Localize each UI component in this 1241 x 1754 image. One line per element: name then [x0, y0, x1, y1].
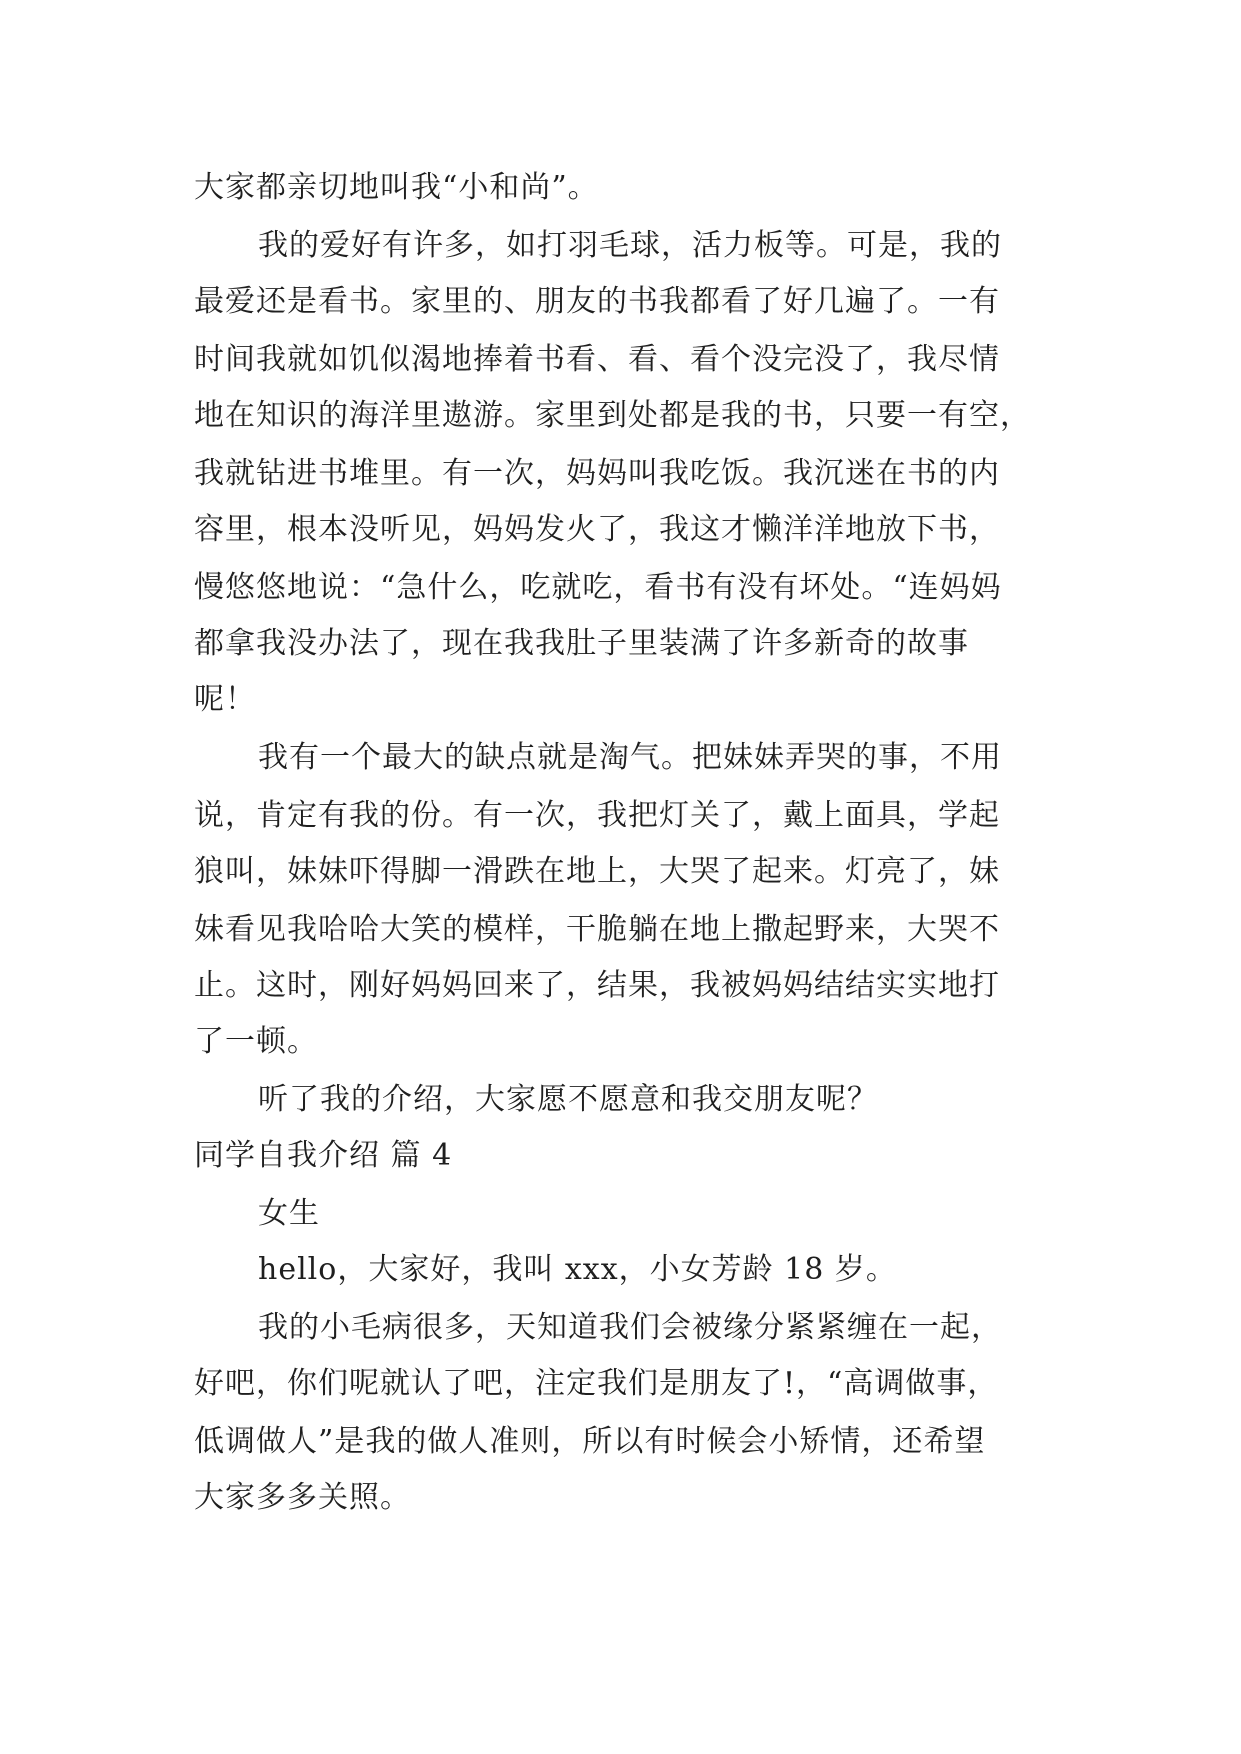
paragraph-start: 我有一个最大的缺点就是淘气。把妹妹弄哭的事，不用	[258, 740, 1002, 775]
paragraph-start: 听了我的介绍，大家愿不愿意和我交朋友呢？	[258, 1082, 878, 1117]
text-line: 止。这时，刚好妈妈回来了，结果，我被妈妈结结实实地打	[194, 968, 1000, 1003]
text-line: 低调做人”是我的做人准则，所以有时候会小矫情，还希望	[194, 1424, 986, 1459]
paragraph-start: 女生	[258, 1196, 320, 1231]
section-heading: 同学自我介绍 篇 4	[194, 1138, 453, 1173]
text-line: 容里，根本没听见，妈妈发火了，我这才懒洋洋地放下书，	[194, 512, 1000, 547]
text-line: 好吧，你们呢就认了吧，注定我们是朋友了!，“高调做事，	[194, 1366, 999, 1401]
text-line: 说，肯定有我的份。有一次，我把灯关了，戴上面具，学起	[194, 798, 1000, 833]
text-line: 狼叫，妹妹吓得脚一滑跌在地上，大哭了起来。灯亮了，妹	[194, 854, 1000, 889]
text-line: 地在知识的海洋里遨游。家里到处都是我的书，只要一有空，	[194, 398, 1031, 433]
text-line: 妹看见我哈哈大笑的模样，干脆躺在地上撒起野来，大哭不	[194, 912, 1000, 947]
text-line: 最爱还是看书。家里的、朋友的书我都看了好几遍了。一有	[194, 284, 1000, 319]
text-line: 大家都亲切地叫我“小和尚”。	[194, 170, 599, 205]
text-line: 了一顿。	[194, 1024, 318, 1059]
text-line: 呢！	[194, 682, 256, 717]
paragraph-start: hello，大家好，我叫 xxx，小女芳龄 18 岁。	[258, 1252, 897, 1287]
text-line: 慢悠悠地说：“急什么，吃就吃，看书有没有坏处。“连妈妈	[194, 570, 1002, 605]
text-line: 大家多多关照。	[194, 1480, 411, 1515]
paragraph-start: 我的小毛病很多，天知道我们会被缘分紧紧缠在一起，	[258, 1310, 1002, 1345]
paragraph-start: 我的爱好有许多，如打羽毛球，活力板等。可是，我的	[258, 228, 1002, 263]
text-line: 时间我就如饥似渴地捧着书看、看、看个没完没了，我尽情	[194, 342, 1000, 377]
text-line: 都拿我没办法了，现在我我肚子里装满了许多新奇的故事	[194, 626, 969, 661]
text-line: 我就钻进书堆里。有一次，妈妈叫我吃饭。我沉迷在书的内	[194, 456, 1000, 491]
